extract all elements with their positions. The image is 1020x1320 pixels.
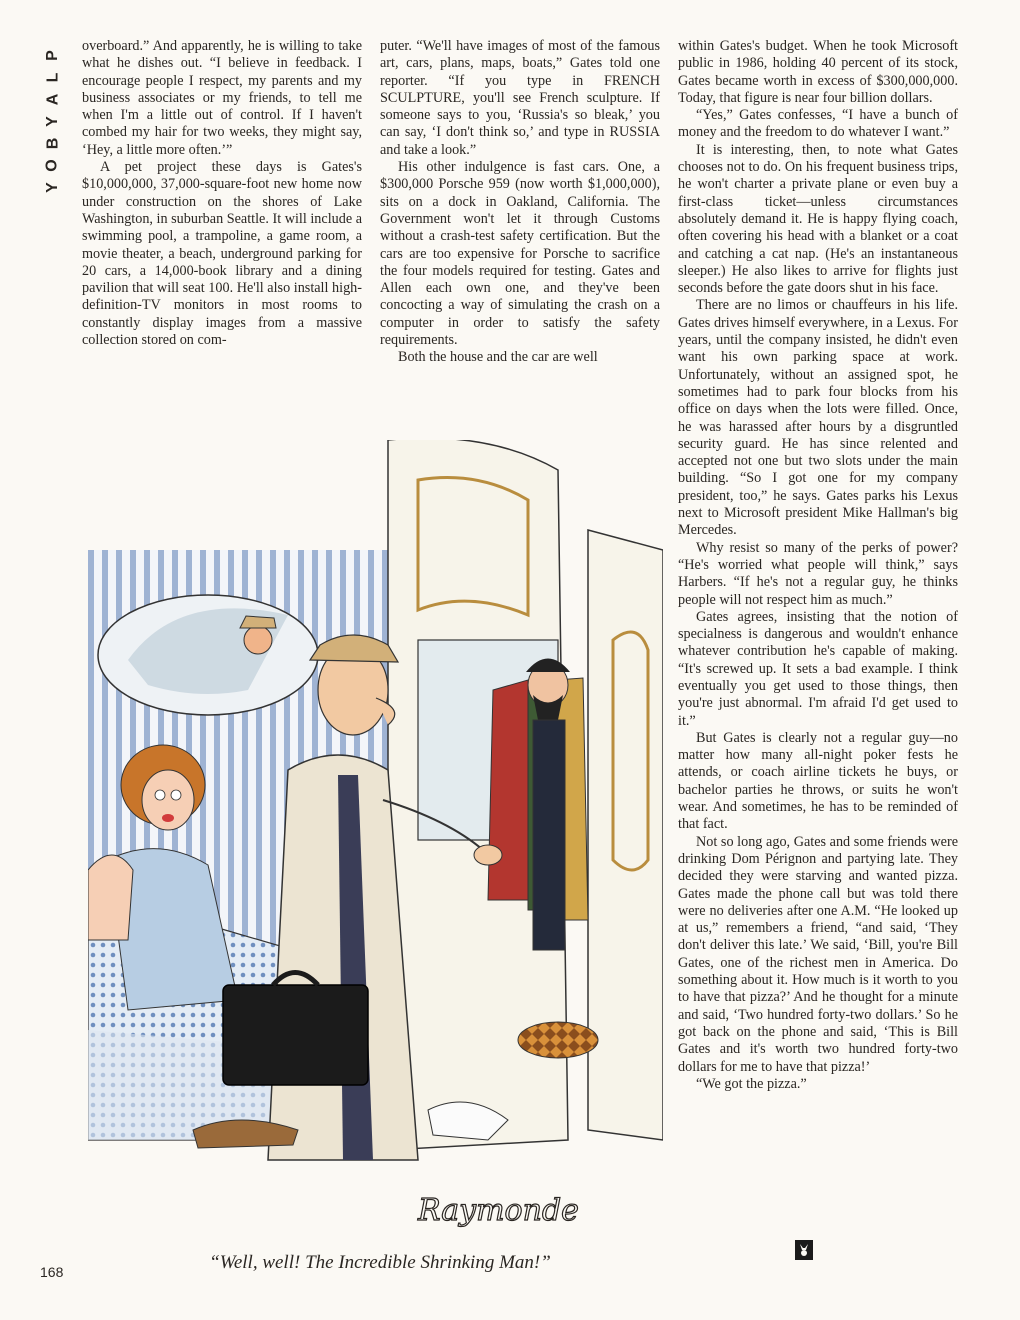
paragraph: Gates agrees, insisting that the notion of specialness is dangerous and wouldn't enhance whatever contribution he's capable of making. “It's screwed up. It sets a bad example. I think eventually you get used to those things, then you're just abnormal. I'm afraid I'd get used to it.” bbox=[678, 608, 958, 729]
paragraph: Both the house and the car are well bbox=[398, 349, 598, 366]
masthead-letter: A bbox=[44, 92, 61, 106]
cartoon-illustration bbox=[88, 440, 663, 1250]
playboy-masthead bbox=[38, 44, 68, 198]
page-number: 168 bbox=[40, 1264, 64, 1280]
bunny-end-mark-icon bbox=[795, 1240, 813, 1260]
paragraph: There are no limos or chauffeurs in his life. Gates drives himself everywhere, in a Lexus. For years, until the company insisted, he didn't even want his own parking space at work. Unfortunately, without an assigned spot, he sometimes had to park four blocks from his office on days when the lots were filled. Once, he was harassed after hours by a disgruntled security guard. He has since relented and accepted not one but two slots under the main building. “So I got one for my company president, too,” he says. Gates parks his Lexus next to Microsoft president Mike Hallman's big Mercedes. bbox=[678, 297, 958, 539]
wall-mirror bbox=[98, 595, 318, 715]
paragraph: overboard.” And apparently, he is willing to take what he dishes out. “I believe in feedback. I encourage people I respect, my parents and my business associates or my friends, to tell me when I'm a little out of control. If I haven't combed my hair for two weeks, they might say, ‘Hey, a little more often.’” bbox=[82, 38, 362, 158]
paragraph: It is interesting, then, to note what Gates chooses not to do. On his frequent business trips, he won't charter a private plane or even buy a first-class ticket—unless circumstances absolutely demand it. He is happy flying coach, often covering his head with a blanket or a coat and catching a cat nap. (He's an instantaneous sleeper.) He also likes to arrive for flights just seconds before the gate doors shut in his face. bbox=[678, 141, 958, 297]
text-column-1 bbox=[82, 38, 362, 349]
text-column-3 bbox=[678, 38, 958, 1093]
paragraph: Not so long ago, Gates and some friends were drinking Dom Pérignon and partying late. They decided they were starving and wanted pizza. Gates made the phone call but was told there were no deliveries after one A.M. “He looked up at us,” remembers a friend, “and said, ‘They don't deliver this late.’ We said, ‘Bill, you're Bill Gates, one of the richest men in America. Do something about it. How much is it worth to you to have that pizza?’ And he thought for a minute and said, ‘Two hundred forty-two dollars.’ So he got back on the phone and said, ‘This is Bill Gates and it's worth two hundred forty-two dollars for me to have that pizza!’ bbox=[678, 833, 958, 1075]
paragraph: Why resist so many of the perks of power? “He's worried what people will think,” says Harbers. “If he's not a regular guy, he thinks people will not respect him as much.” bbox=[678, 539, 958, 608]
artist-signature: Raymonde bbox=[418, 1193, 579, 1228]
masthead-letter: L bbox=[44, 71, 61, 83]
masthead-letter: B bbox=[44, 136, 61, 150]
briefcase bbox=[223, 985, 368, 1085]
paragraph: “We got the pizza.” bbox=[696, 1075, 807, 1092]
masthead-letter: P bbox=[43, 49, 61, 61]
paragraph: But Gates is clearly not a regular guy—no matter how many all-night poker fests he attends, or coach airline tickets he buys, or bachelor parties he throws, or suits he won't wear. And sometimes, he has to be reminded of that fact. bbox=[678, 729, 958, 833]
text-column-2 bbox=[380, 38, 660, 367]
masthead-letter: O bbox=[43, 158, 61, 172]
masthead-letter: Y bbox=[43, 115, 61, 127]
paragraph: His other indulgence is fast cars. One, a $300,000 Porsche 959 (now worth $1,000,000), sits on a dock in Oakland, California. The Government won't let it through Customs without a crash-test safety certification. But the cars are too expensive for Porsche to sacrifice the four models required for testing. Gates and Allen each own one, and they've been concocting a way of simulating the crash on a computer in order to satisfy the safety requirements. bbox=[380, 159, 660, 349]
paragraph: A pet project these days is Gates's $10,000,000, 37,000-square-foot new home now under construction on the shores of Lake Washington, in suburban Seattle. It will include a swimming pool, a trampoline, a game room, a movie theater, a beach, underground parking for 20 cars, a 14,000-book library and a dining pavilion that will seat 100. He'll also install high-definition-TV monitors in most rooms to constantly display images from a massive collection stored on com- bbox=[82, 159, 362, 349]
paragraph: “Yes,” Gates confesses, “I have a bunch of money and the freedom to do whatever I want.” bbox=[678, 107, 958, 141]
cartoon-caption: “Well, well! The Incredible Shrinking Man!” bbox=[209, 1252, 551, 1273]
paragraph: within Gates's budget. When he took Microsoft public in 1986, holding 40 percent of its stock, Gates became worth in excess of $300,000,000. Today, that figure is near four billion dollars. bbox=[678, 38, 958, 106]
masthead-letter: Y bbox=[43, 181, 61, 193]
paragraph: puter. “We'll have images of most of the famous art, cars, plans, maps, boats,” Gates told one reporter. “If you type in FRENCH SCULPTURE, you'll see French sculpture. If someone says to you, ‘Russia's so bleak,’ you can say, ‘I don't think so,’ and type in RUSSIA and take a look.” bbox=[380, 38, 660, 158]
